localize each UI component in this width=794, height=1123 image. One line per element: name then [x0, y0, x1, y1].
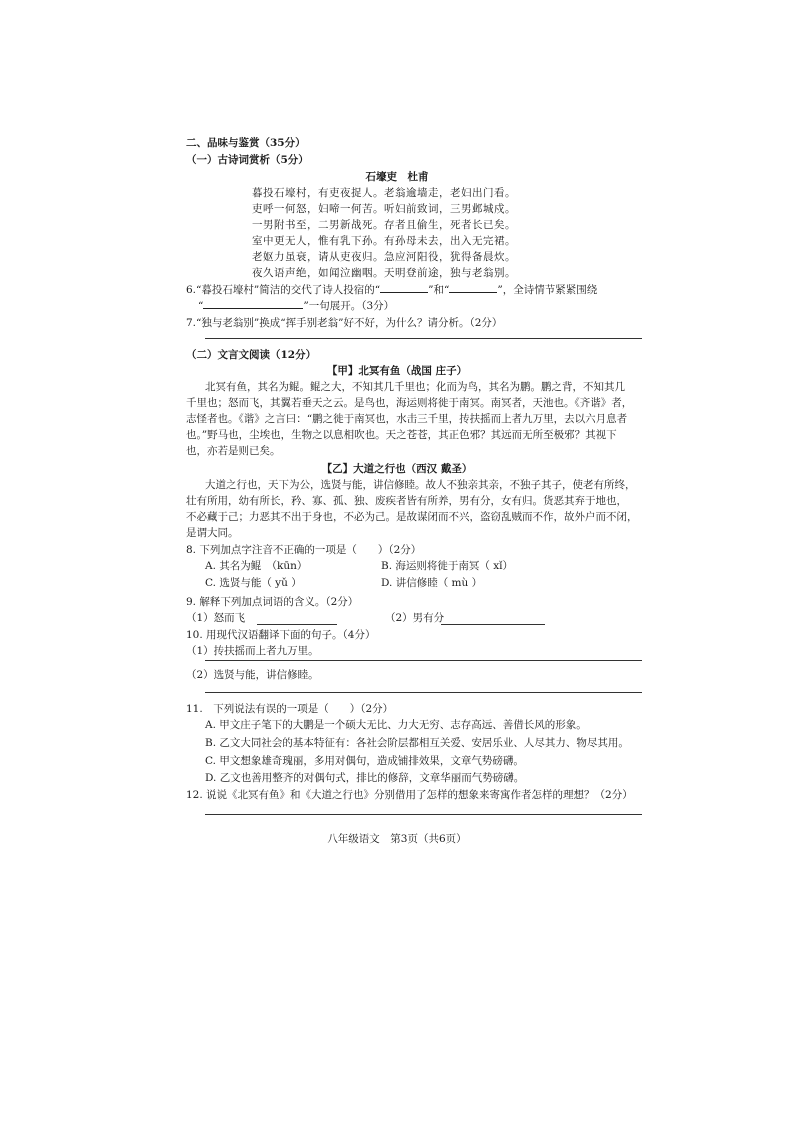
poem-line: 吏呼一何怒，妇啼一何苦。听妇前致词，三男邺城戍。	[252, 203, 516, 215]
question-8: 8. 下列加点字注音不正确的一项是（ ）（2分）	[186, 544, 422, 556]
yi-text-line: 壮有所用，幼有所长，矜、寡、孤、独、废疾者皆有所养，男有分，女有归。货恶其弃于地也，	[186, 495, 627, 507]
poem-line: 一男附书至，二男新战死。存者且偷生，死者长已矣。	[252, 219, 516, 231]
yi-text-line: 不必藏于己；力恶其不出于身也，不必为己。是故谋闭而不兴，盗窃乱贼而不作，故外户而不闭，	[186, 511, 638, 523]
poem-title: 石壕吏 杜甫	[365, 171, 429, 183]
answer-line[interactable]	[205, 660, 642, 661]
q11-option-a: A. 甲文庄子笔下的大鹏是一个硕大无比、力大无穷、志存高远、善借长风的形象。	[205, 719, 587, 731]
q8-option-a: A. 其名为鲲 （kūn）	[205, 560, 308, 572]
yi-text-line: 大道之行也，天下为公，选贤与能，讲信修睦。故人不独亲其亲，不独子其子，使老有所终，	[205, 479, 636, 491]
answer-blank[interactable]	[449, 282, 497, 293]
poem-line: 暮投石壕村，有吏夜捉人。老翁逾墙走，老妇出门看。	[252, 187, 516, 199]
poem-line: 夜久语声绝，如闻泣幽咽。天明登前途，独与老翁别。	[252, 267, 516, 279]
q9-item-1: （1）怒而飞	[186, 612, 246, 624]
jia-text-line: 志怪者也。《谐》之言曰：“鹏之徙于南冥也，水击三千里，抟扶摇而上者九万里，去以六月息者	[186, 413, 628, 425]
question-7: 7.“独与老翁别”换成“挥手别老翁”好不好，为什么？请分析。（2分）	[186, 317, 503, 329]
jia-title: 【甲】北冥有鱼（战国 庄子）	[326, 365, 468, 377]
jia-text-line: 也，亦若是则已矣。	[186, 445, 281, 457]
q9-item-2: （2）男有分	[385, 612, 445, 624]
answer-line[interactable]	[205, 814, 642, 815]
section-title: 二、品味与鉴赏（35分）	[186, 137, 306, 149]
q11-option-d: D. 乙文也善用整齐的对偶句式，排比的修辞，文章华丽而气势磅礴。	[205, 772, 525, 784]
answer-line[interactable]	[205, 692, 642, 693]
poem-line: 老妪力虽衰，请从吏夜归。急应河阳役，犹得备晨炊。	[252, 251, 516, 263]
question-6-cont: “ ”一句展开。（3分）	[198, 300, 395, 312]
jia-text-line: 北冥有鱼，其名为鲲。鲲之大，不知其几千里也；化而为鸟，其名为鹏。鹏之背，不知其几	[205, 381, 625, 393]
answer-line[interactable]	[205, 338, 642, 339]
question-6: 6.“暮投石壕村”简洁的交代了诗人投宿的“ ”和“ ”，全诗情节紧紧围绕	[186, 284, 598, 296]
question-10: 10. 用现代汉语翻译下面的句子。（4分）	[186, 629, 376, 641]
q8-option-b: B. 海运则将徙于南冥（ xǐ）	[381, 560, 514, 572]
jia-text-line: 也。”野马也，尘埃也，生物之以息相吹也。天之苍苍，其正色邪？其远而无所至极邪？其视下	[186, 429, 617, 441]
answer-blank[interactable]	[257, 624, 337, 625]
question-9: 9. 解释下列加点词语的含义。（2分）	[186, 596, 359, 608]
q8-option-c: C. 选贤与能（ yǔ ）	[205, 577, 302, 589]
q10-item-2: （2）选贤与能，讲信修睦。	[186, 669, 319, 681]
question-11: 11. 下列说法有误的一项是（ ）（2分）	[186, 703, 394, 715]
answer-blank[interactable]	[441, 624, 545, 625]
yi-text-line: 是谓大同。	[186, 527, 239, 539]
part2-title: （二）文言文阅读（12分）	[186, 349, 317, 361]
q10-item-1: （1）抟扶摇而上者九万里。	[186, 645, 319, 657]
part1-title: （一）古诗词赏析（5分）	[186, 154, 309, 166]
q11-option-b: B. 乙文大同社会的基本特征有：各社会阶层都相互关爱、安居乐业、人尽其力、物尽其用。	[205, 737, 629, 749]
q11-option-c: C. 甲文想象雄奇瑰丽，多用对偶句，造成铺排效果，文章气势磅礴。	[205, 755, 524, 767]
jia-text-line: 千里也；怒而飞，其翼若垂天之云。是鸟也，海运则将徙于南冥。南冥者，天池也。《齐谐》者，	[186, 397, 633, 409]
answer-blank[interactable]	[203, 298, 303, 309]
page-footer: 八年级语文 第3页（共6页）	[327, 833, 467, 845]
question-12: 12. 说说《北冥有鱼》和《大道之行也》分别借用了怎样的想象来寄寓作者怎样的理想？（2分）	[186, 789, 633, 801]
yi-title: 【乙】大道之行也（西汉 戴圣）	[321, 463, 473, 475]
poem-line: 室中更无人，惟有乳下孙。有孙母未去，出入无完裙。	[252, 235, 516, 247]
answer-blank[interactable]	[380, 282, 428, 293]
q8-option-d: D. 讲信修睦（ mù ）	[381, 577, 483, 589]
